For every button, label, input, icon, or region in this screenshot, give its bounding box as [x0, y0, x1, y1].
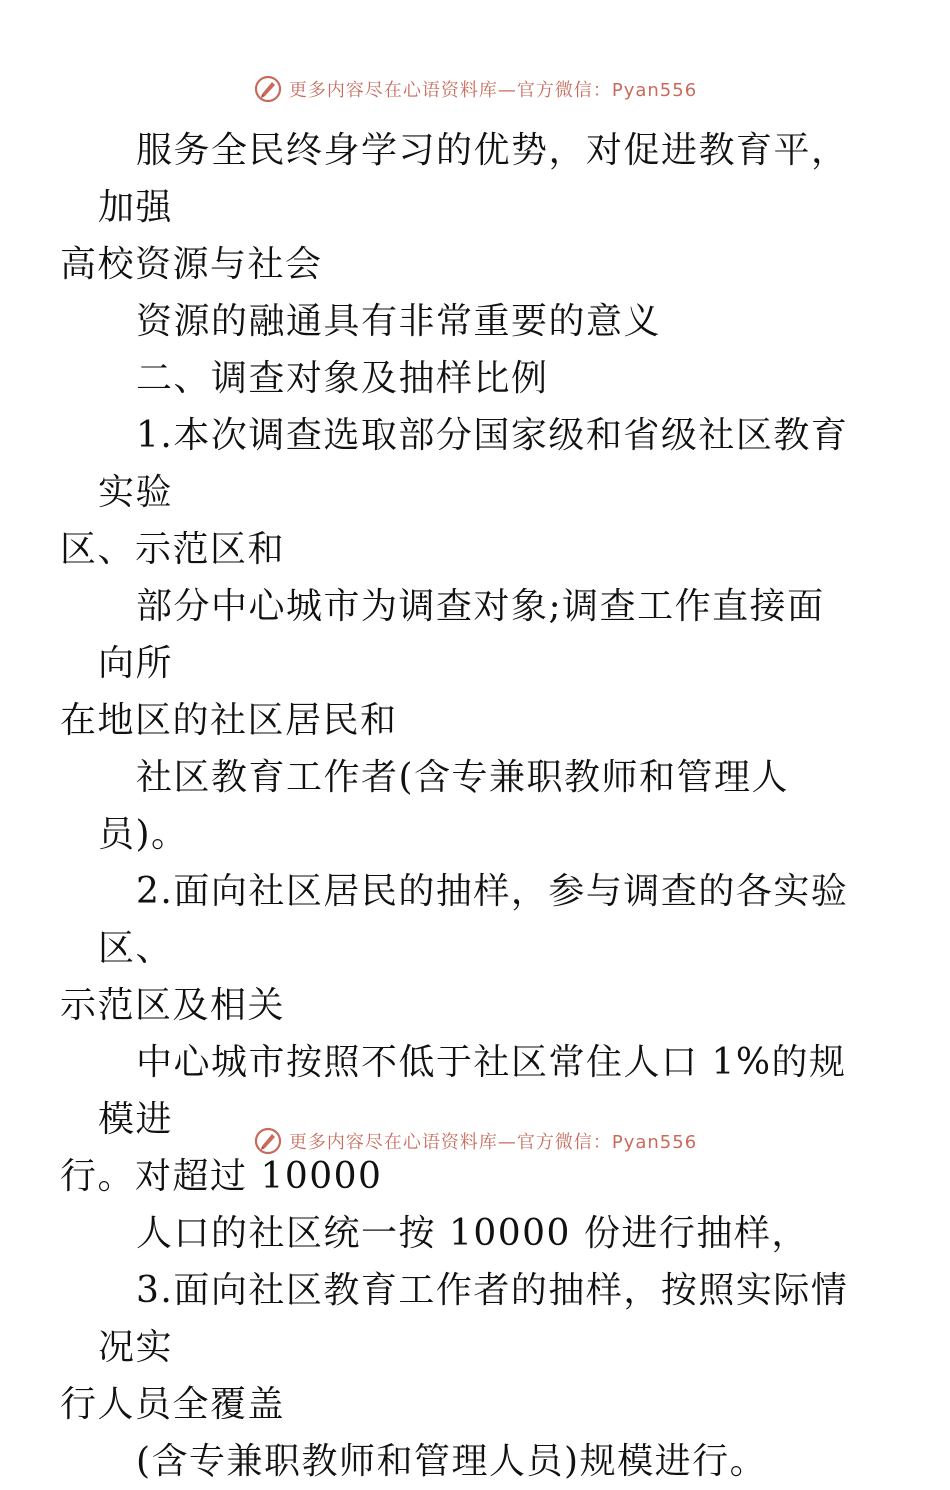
paragraph — [98, 1433, 858, 1490]
watermark-text: 更多内容尽在心语资料库—官方微信：Pyan556 — [288, 1132, 698, 1153]
paragraph-line: 1.本次调查选取部分国家级和省级社区教育实验 — [98, 415, 849, 513]
paragraph-continuation-line: 行人员全覆盖 — [60, 1384, 286, 1425]
paragraph-continuation-line: 高校资源与社会 — [60, 244, 323, 285]
paragraph-line: (含专兼职教师和管理人员)规模进行。 — [136, 1441, 768, 1482]
paragraph-line: 2.面向社区居民的抽样，参与调查的各实验区、 — [98, 871, 849, 969]
paragraph — [60, 407, 858, 578]
paragraph — [60, 122, 858, 293]
pen-logo-icon — [253, 1126, 283, 1156]
footer-watermark — [0, 1126, 950, 1156]
paragraph — [60, 578, 858, 749]
pen-logo-icon — [253, 74, 283, 104]
paragraph — [98, 293, 858, 350]
paragraph-line: 人口的社区统一按 10000 份进行抽样， — [136, 1213, 809, 1254]
document-body — [60, 122, 858, 1490]
watermark-text: 更多内容尽在心语资料库—官方微信：Pyan556 — [288, 80, 698, 101]
paragraph — [98, 1205, 858, 1262]
paragraph-continuation-line: 区、示范区和 — [60, 529, 286, 570]
paragraph — [98, 350, 858, 407]
paragraph — [60, 863, 858, 1034]
paragraph-continuation-line: 在地区的社区居民和 — [60, 700, 398, 741]
paragraph — [60, 1034, 858, 1205]
paragraph — [60, 1262, 858, 1433]
paragraph-line: 社区教育工作者(含专兼职教师和管理人员)。 — [98, 757, 790, 855]
paragraph — [98, 749, 858, 863]
paragraph-line: 部分中心城市为调查对象;调查工作直接面向所 — [98, 586, 825, 684]
paragraph-continuation-line: 行。对超过 10000 — [60, 1156, 383, 1197]
header-watermark — [0, 74, 950, 104]
paragraph-continuation-line: 示范区及相关 — [60, 985, 286, 1026]
paragraph-line: 3.面向社区教育工作者的抽样，按照实际情况实 — [98, 1270, 849, 1368]
paragraph-line: 二、调查对象及抽样比例 — [136, 358, 549, 399]
paragraph-line: 中心城市按照不低于社区常住人口 1%的规模进 — [98, 1042, 847, 1140]
paragraph-line: 资源的融通具有非常重要的意义 — [136, 301, 662, 342]
paragraph-line: 服务全民终身学习的优势，对促进教育平，加强 — [98, 130, 849, 228]
